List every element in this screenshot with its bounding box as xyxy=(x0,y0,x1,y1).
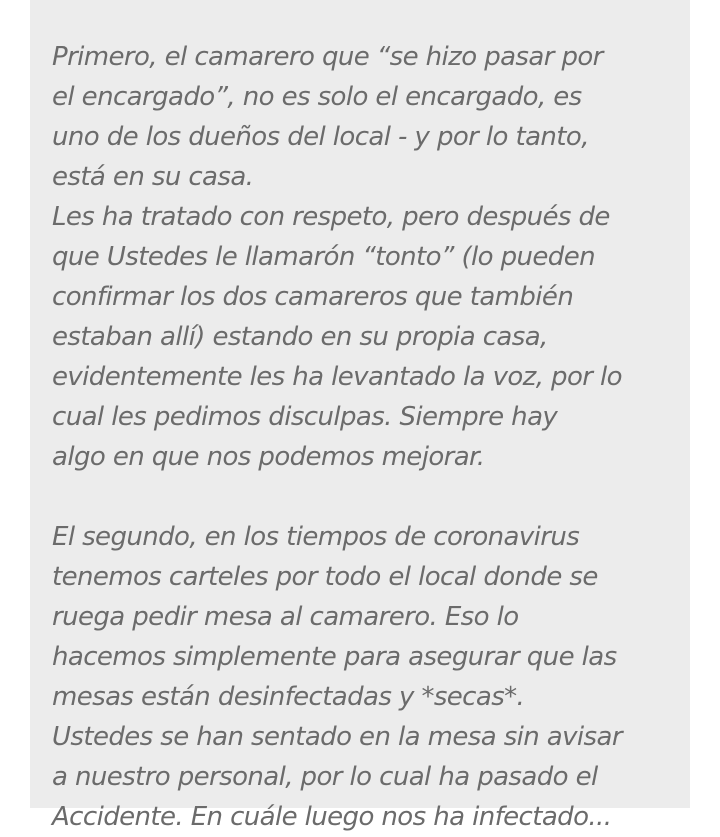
reply-line: Accidente. En cuále luego nos ha infectado... xyxy=(52,802,612,832)
reply-line: evidentemente les ha levantado la voz, por lo xyxy=(52,362,622,392)
reply-line: el encargado”, no es solo el encargado, es xyxy=(52,82,582,112)
reply-line: a nuestro personal, por lo cual ha pasado el xyxy=(52,762,598,792)
reply-line: Les ha tratado con respeto, pero después de xyxy=(52,202,610,232)
reply-line: algo en que nos podemos mejorar. xyxy=(52,442,485,472)
reply-line: cual les pedimos disculpas. Siempre hay xyxy=(52,402,558,432)
review-reply-text xyxy=(52,37,684,837)
reply-line: que Ustedes le llamarón “tonto” (lo pueden xyxy=(52,242,595,272)
paragraph-break xyxy=(52,477,684,517)
reply-line: Ustedes se han sentado en la mesa sin avisar xyxy=(52,722,622,752)
reply-line: Primero, el camarero que “se hizo pasar por xyxy=(52,42,603,72)
reply-line: estaban allí) estando en su propia casa, xyxy=(52,322,548,352)
review-reply-card xyxy=(30,0,690,832)
reply-line: confirmar los dos camareros que también xyxy=(52,282,574,312)
reply-line: uno de los dueños del local - y por lo tanto, xyxy=(52,122,589,152)
reply-line: El segundo, en los tiempos de coronavirus xyxy=(52,522,580,552)
reply-line: ruega pedir mesa al camarero. Eso lo xyxy=(52,602,519,632)
reply-line: está en su casa. xyxy=(52,162,254,192)
reply-line: hacemos simplemente para asegurar que las xyxy=(52,642,617,672)
reply-line: mesas están desinfectadas y *secas*. xyxy=(52,682,525,712)
reply-line: tenemos carteles por todo el local donde se xyxy=(52,562,598,592)
